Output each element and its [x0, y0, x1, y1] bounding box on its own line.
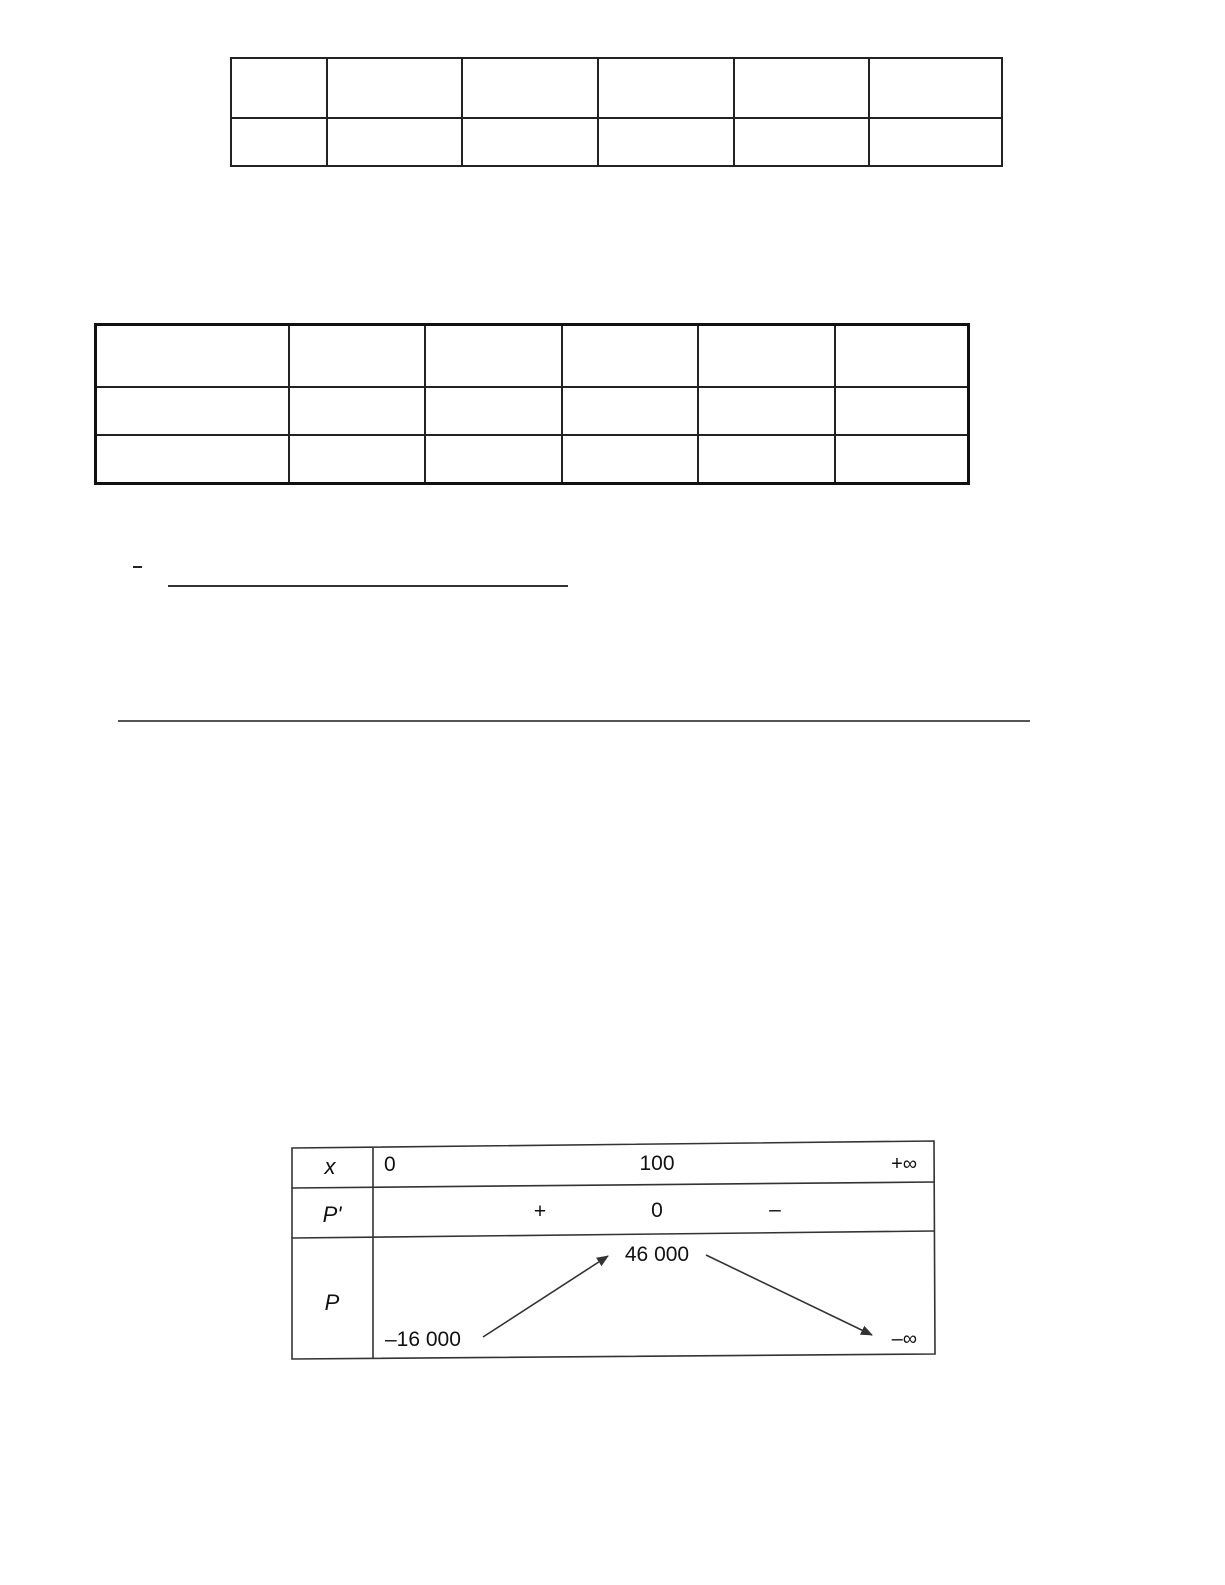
table-cell [835, 325, 969, 388]
derivative-sign: – [769, 1198, 781, 1221]
table-cell [462, 118, 598, 166]
table-cell [835, 435, 969, 484]
table-cell [425, 325, 562, 388]
table-cell [462, 58, 598, 118]
table-cell [289, 387, 426, 435]
p-value: –16 000 [385, 1328, 461, 1351]
table-cell [869, 118, 1002, 166]
table-cell [231, 118, 327, 166]
dash-mark [133, 566, 142, 568]
table-cell [562, 387, 699, 435]
derivative-sign: + [533, 1200, 547, 1223]
table-cell [734, 58, 870, 118]
table-cell [289, 435, 426, 484]
row-label-x: x [324, 1154, 336, 1179]
table-cell [327, 118, 463, 166]
row-divider [292, 1182, 934, 1188]
blank-table-1 [230, 57, 1003, 167]
horizontal-rule [118, 720, 1030, 722]
table-cell [698, 325, 835, 388]
table-cell [96, 435, 289, 484]
table-cell [425, 387, 562, 435]
table-cell [327, 58, 463, 118]
table-cell [96, 325, 289, 388]
p-value: –∞ [891, 1328, 917, 1350]
increasing-arrow [483, 1256, 608, 1337]
x-value: 0 [384, 1153, 396, 1176]
derivative-sign: 0 [651, 1199, 663, 1222]
table-cell [869, 58, 1002, 118]
table-cell [698, 435, 835, 484]
variation-table [291, 1140, 937, 1362]
decreasing-arrow [706, 1255, 872, 1335]
table-cell [835, 387, 969, 435]
table-cell [231, 58, 327, 118]
table-cell [562, 435, 699, 484]
answer-underline [168, 585, 568, 587]
table-cell [562, 325, 699, 388]
table-cell [598, 118, 734, 166]
table-cell [734, 118, 870, 166]
x-value: 100 [639, 1152, 675, 1175]
table-cell [698, 387, 835, 435]
x-value: +∞ [891, 1153, 917, 1175]
table-cell [425, 435, 562, 484]
row-divider [292, 1231, 934, 1238]
table-cell [598, 58, 734, 118]
row-label-p: P [324, 1290, 340, 1315]
row-label-derivative: P' [322, 1202, 342, 1227]
blank-table-2 [94, 323, 970, 485]
table-cell [289, 325, 426, 388]
table-cell [96, 387, 289, 435]
p-value: 46 000 [624, 1243, 690, 1266]
